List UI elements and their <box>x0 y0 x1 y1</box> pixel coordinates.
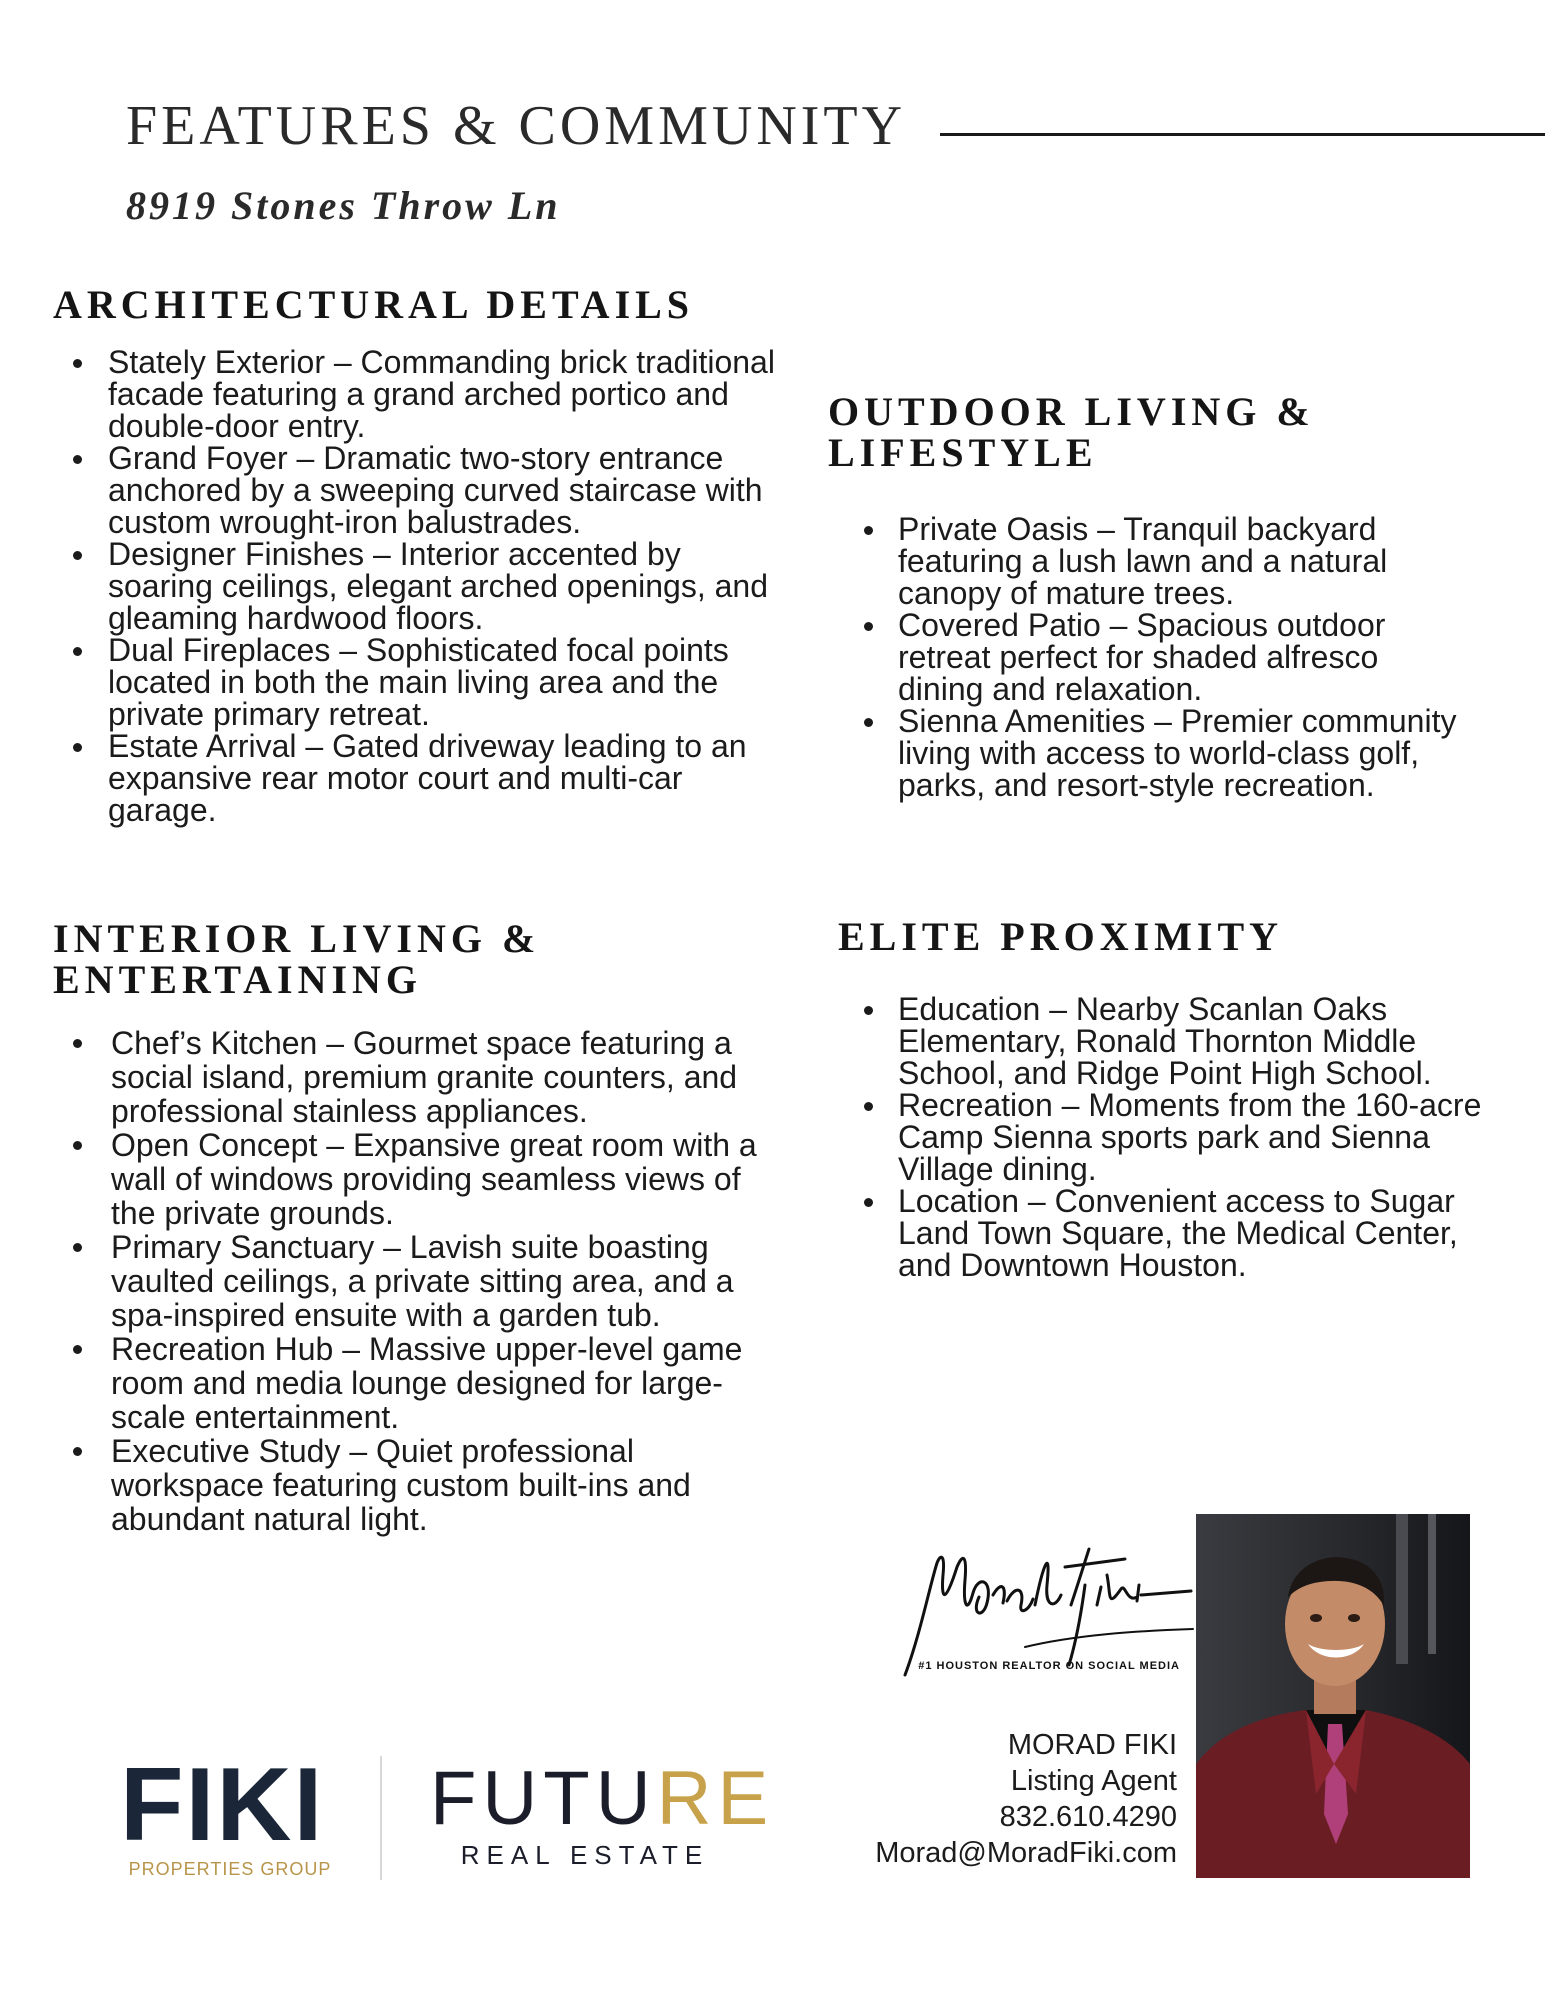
list-item: Education – Nearby Scanlan Oaks Elementary, Ronald Thornton Middle School, and Ridge Point High School. <box>838 993 1498 1089</box>
list-item: Recreation – Moments from the 160-acre Camp Sienna sports park and Sienna Village dining. <box>838 1089 1498 1185</box>
feature-list <box>53 1026 793 1536</box>
future-wordmark-main: FUTU <box>430 1756 657 1841</box>
list-item: Stately Exterior – Commanding brick traditional facade featuring a grand arched portico and double-door entry. <box>53 346 793 442</box>
list-item: Open Concept – Expansive great room with a wall of windows providing seamless views of the private grounds. <box>53 1128 793 1230</box>
agent-name: MORAD FIKI <box>1007 1729 1177 1761</box>
list-item: Primary Sanctuary – Lavish suite boasting vaulted ceilings, a private sitting area, and a spa-inspired ensuite with a garden tub. <box>53 1230 793 1332</box>
interior-living-section <box>53 918 793 1536</box>
list-item: Designer Finishes – Interior accented by soaring ceilings, elegant arched openings, and gleaming hardwood floors. <box>53 538 793 634</box>
future-subtitle: REAL ESTATE <box>460 1840 710 1870</box>
logo-divider <box>380 1756 382 1880</box>
list-item: Recreation Hub – Massive upper-level game room and media lounge designed for large-scale entertainment. <box>53 1332 793 1434</box>
feature-list <box>828 513 1468 801</box>
heading-line: LIFESTYLE <box>828 430 1098 475</box>
architectural-details-section <box>53 284 793 826</box>
list-item: Grand Foyer – Dramatic two-story entrance anchored by a sweeping curved staircase with custom wrought-iron balustrades. <box>53 442 793 538</box>
feature-list <box>53 346 793 826</box>
title-divider <box>940 133 1545 136</box>
heading-line: INTERIOR LIVING & <box>53 916 541 961</box>
outdoor-living-section <box>828 391 1468 801</box>
section-heading: ELITE PROXIMITY <box>838 914 1284 959</box>
agent-tagline: #1 HOUSTON REALTOR ON SOCIAL MEDIA <box>918 1660 1180 1672</box>
list-item: Location – Convenient access to Sugar Land Town Square, the Medical Center, and Downtown Houston. <box>838 1185 1498 1281</box>
agent-email[interactable]: Morad@MoradFiki.com <box>875 1837 1177 1869</box>
future-real-estate-logo <box>430 1756 790 1871</box>
heading-line: ENTERTAINING <box>53 957 423 1002</box>
list-item: Chef’s Kitchen – Gourmet space featuring a social island, premium granite counters, and professional stainless appliances. <box>53 1026 793 1128</box>
list-item: Covered Patio – Spacious outdoor retreat perfect for shaded alfresco dining and relaxation. <box>828 609 1468 705</box>
future-wordmark-accent: RE <box>656 1756 775 1841</box>
section-heading: ARCHITECTURAL DETAILS <box>53 282 695 327</box>
heading-line: OUTDOOR LIVING & <box>828 389 1315 434</box>
section-heading <box>828 391 1468 473</box>
future-wordmark <box>430 1756 790 1841</box>
page-title: FEATURES & COMMUNITY <box>126 95 907 157</box>
feature-list <box>838 993 1498 1281</box>
fiki-properties-logo <box>120 1747 340 1880</box>
agent-role: Listing Agent <box>1010 1765 1177 1797</box>
agent-photo <box>1196 1514 1470 1878</box>
list-item: Executive Study – Quiet professional workspace featuring custom built-ins and abundant natural light. <box>53 1434 793 1536</box>
agent-phone[interactable]: 832.610.4290 <box>999 1801 1177 1833</box>
fiki-subtitle: PROPERTIES GROUP <box>128 1859 332 1879</box>
fiki-wordmark: FIKI <box>120 1747 325 1863</box>
property-address: 8919 Stones Throw Ln <box>126 183 561 228</box>
section-heading <box>53 918 793 1000</box>
list-item: Estate Arrival – Gated driveway leading to an expansive rear motor court and multi-car garage. <box>53 730 793 826</box>
agent-portrait-icon <box>1196 1514 1470 1878</box>
agent-contact-block <box>875 1727 1177 1871</box>
list-item: Sienna Amenities – Premier community living with access to world-class golf, parks, and resort-style recreation. <box>828 705 1468 801</box>
list-item: Private Oasis – Tranquil backyard featuring a lush lawn and a natural canopy of mature trees. <box>828 513 1468 609</box>
elite-proximity-section <box>838 916 1498 1281</box>
list-item: Dual Fireplaces – Sophisticated focal points located in both the main living area and the private primary retreat. <box>53 634 793 730</box>
